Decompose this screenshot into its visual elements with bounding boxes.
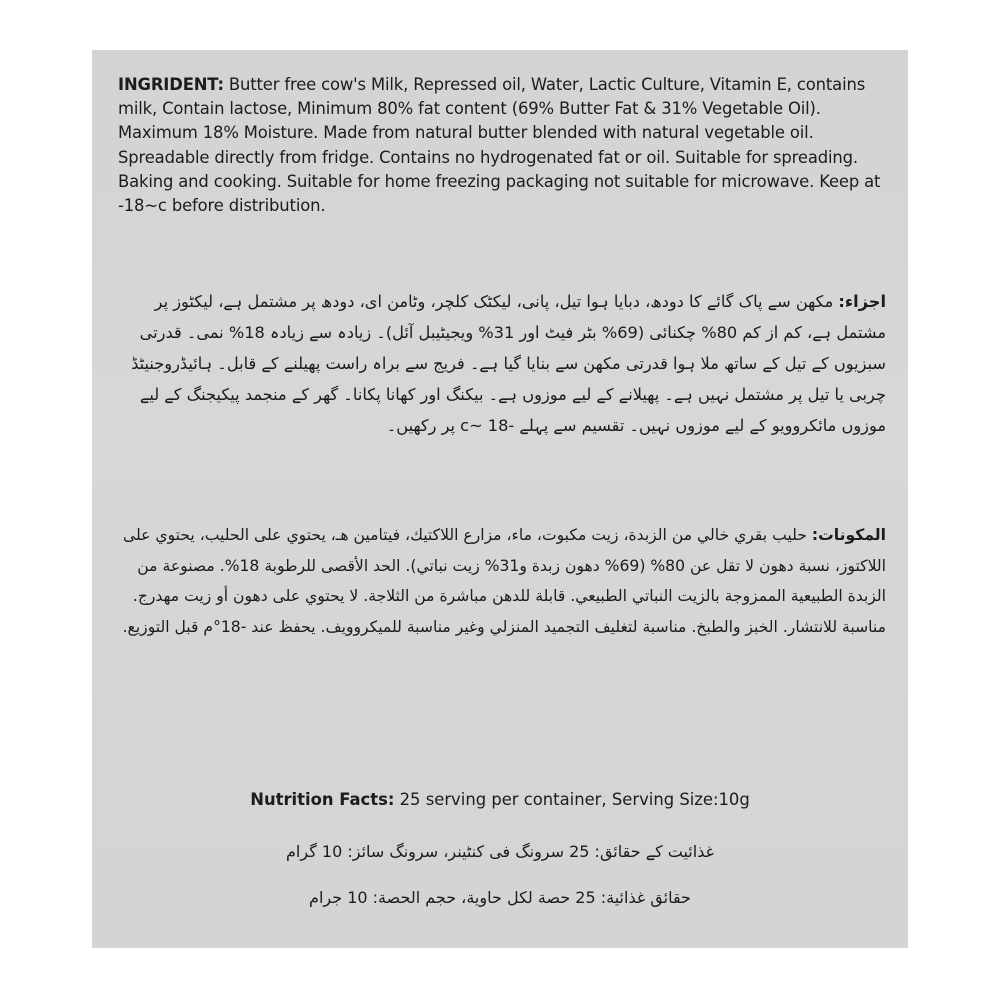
arabic-ingredients-text: حليب بقري خالي من الزبدة، زيت مكبوت، ماء، مزارع اللاكتيك، فيتامين هـ، يحتوي على الحليب، يحتوي على اللاكتوز، نسبة دهون لا تقل عن 80% (69% دهون زبدة و31% زيت نباتي). الحد الأقصى للرطوبة 18%. مصنوعة من الزبدة الطبيعية الممزوجة بالزيت النباتي الطبيعي. قابلة للدهن مباشرة من الثلاجة. لا يحتوي على دهون أو زيت مهدرج. مناسبة للانتشار. الخبز والطبخ. مناسبة لتغليف التجميد المنزلي وغير مناسبة للميكروويف. يحفظ عند -18°م قبل التوزيع. — [122, 526, 886, 636]
nutrition-facts-urdu: غذائیت کے حقائق: 25 سرونگ فی کنٹینر، سرونگ سائز: 10 گرام — [286, 842, 714, 861]
english-ingredients — [118, 73, 886, 218]
urdu-ingredients — [118, 286, 886, 441]
nutrition-facts-text: 25 serving per container, Serving Size:10g — [394, 790, 750, 809]
ingredients-label-panel — [92, 50, 908, 948]
urdu-ingredients-label: اجزاء: — [838, 292, 886, 311]
english-ingredients-text: Butter free cow's Milk, Repressed oil, Water, Lactic Culture, Vitamin E, contains milk, Contain lactose, Minimum 80% fat content (69% Butter Fat & 31% Vegetable Oil). Maximum 18% Moisture. Made from natural butter blended with natural vegetable oil. Spreadable directly from fridge. Contains no hydrogenated fat or oil. Suitable for spreading. Baking and cooking. Suitable for home freezing packaging not suitable for microwave. Keep at -18~c before distribution. — [118, 75, 881, 216]
nutrition-facts-arabic: حقائق غذائية: 25 حصة لكل حاوية، حجم الحصة: 10 جرام — [309, 888, 691, 907]
arabic-ingredients — [118, 520, 886, 642]
nutrition-facts-label: Nutrition Facts: — [250, 790, 395, 809]
urdu-ingredients-text: مکھن سے پاک گائے کا دودھ، دبایا ہوا تیل، پانی، لیکٹک کلچر، وٹامن ای، دودھ پر مشتمل ہے، لیکٹوز پر مشتمل ہے، کم از کم 80% چکنائی (69% بٹر فیٹ اور 31% ویجیٹیبل آئل)۔ زیادہ سے زیادہ 18% نمی۔ قدرتی سبزیوں کے تیل کے ساتھ ملا ہوا قدرتی مکھن سے بنایا گیا ہے۔ فریج سے براہ راست پھیلنے کے قابل۔ ہائیڈروجنیٹڈ چربی یا تیل پر مشتمل نہیں ہے۔ پھیلانے کے لیے موزوں ہے۔ بیکنگ اور کھانا پکانا۔ گھر کے منجمد پیکیجنگ کے لیے موزوں مائکروویو کے لیے موزوں نہیں۔ تقسیم سے پہلے -18 ~c پر رکھیں۔ — [131, 292, 886, 435]
nutrition-facts-english — [92, 790, 908, 809]
arabic-ingredients-label: المكونات: — [811, 526, 886, 544]
english-ingredients-label: INGRIDENT: — [118, 75, 224, 94]
